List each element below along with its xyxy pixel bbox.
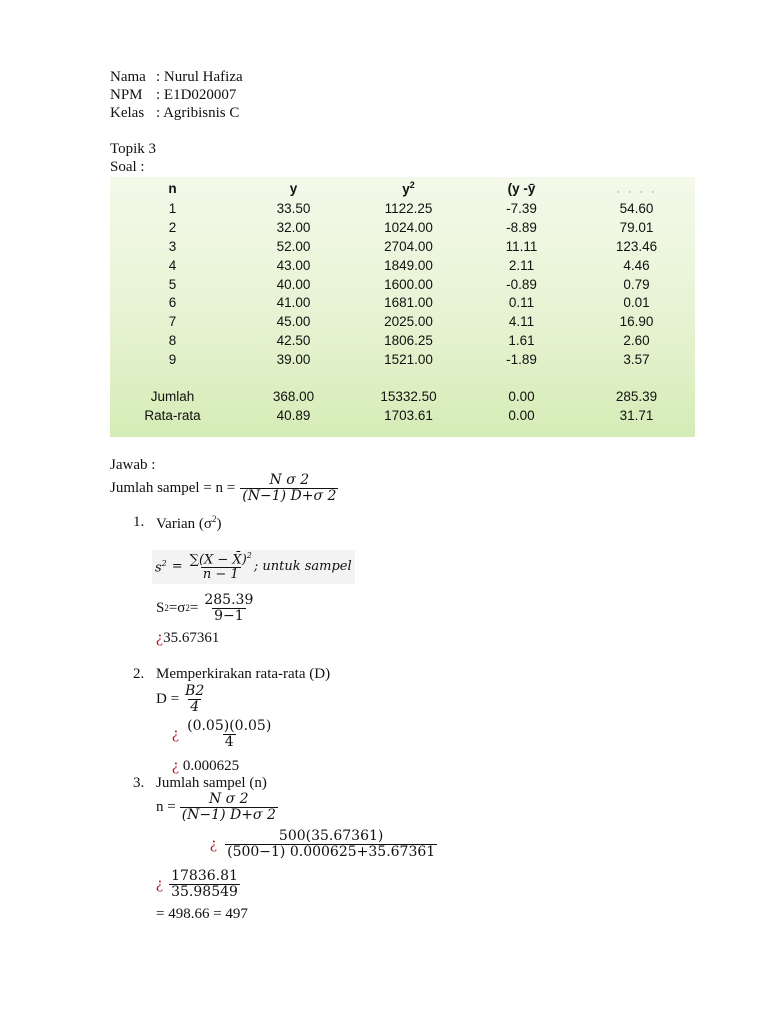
table-header-row — [110, 177, 695, 199]
d-lhs: D = — [156, 690, 180, 707]
cell-n: 9 — [168, 352, 177, 368]
data-table-panel — [110, 177, 695, 437]
cell-deviation: 1.61 — [508, 333, 535, 349]
cell-deviation: 0.00 — [508, 388, 535, 404]
cell-deviation: -1.89 — [506, 352, 537, 368]
variance-denominator: n − 1 — [202, 566, 239, 582]
cell-deviation-squared: 79.01 — [619, 219, 654, 235]
student-name-row — [110, 69, 243, 87]
cell-y2: 1122.25 — [384, 200, 433, 216]
cell-deviation: 0.11 — [508, 295, 535, 311]
variance-fraction: $\frac{\sum(X - X̄)^2}{n - 1}$ — [189, 551, 252, 582]
variance-note: ; untuk sampel — [253, 559, 352, 575]
cell-deviation-squared: 2.60 — [623, 333, 650, 349]
n-calc2-denominator: 35.98549 — [171, 883, 238, 900]
cell-y2: 1024.00 — [384, 219, 433, 235]
n-formula — [156, 792, 278, 822]
cell-deviation-squared: 4.46 — [623, 257, 650, 273]
n-calc-numerator: 500(35.67361) — [278, 828, 384, 844]
n-denominator: (N−1) D+σ 2 — [181, 806, 276, 823]
cell-n: 5 — [168, 276, 177, 292]
d-denominator: 4 — [190, 698, 200, 715]
cell-deviation-squared: 54.60 — [619, 200, 654, 216]
fraction-numerator: N σ 2 — [269, 472, 310, 488]
step3-number: 3. — [133, 775, 145, 791]
cell-deviation-squared: 16.90 — [619, 314, 654, 330]
cell-n: 8 — [168, 333, 177, 349]
n-lhs: n = — [156, 798, 176, 815]
npm-label: NPM — [110, 87, 143, 103]
table-average-row — [110, 406, 695, 425]
cell-deviation-squared: 31.71 — [619, 407, 654, 423]
variance-calc-denominator: 9−1 — [214, 607, 244, 624]
variance-calc-numerator: 285.39 — [204, 592, 254, 608]
table-row — [110, 218, 695, 237]
cell-deviation-squared: 0.01 — [623, 295, 650, 311]
variance-lhs: $s^2$ — [155, 558, 167, 575]
cell-y2: 1703.61 — [384, 407, 433, 423]
kelas-label: Kelas — [110, 105, 145, 121]
table-row — [110, 256, 695, 275]
step2-title: Memperkirakan rata-rata (D) — [156, 666, 331, 682]
n-calc-denominator: (500−1) 0.000625+35.67361 — [227, 843, 436, 860]
variance-calc: S 2 =σ 2 = $\frac{285.39}{9-1}$ — [156, 592, 254, 624]
cell-deviation: 4.11 — [508, 314, 535, 330]
cell-y: 368.00 — [272, 388, 315, 404]
kelas-value: : Agribisnis C — [156, 105, 240, 121]
step2-number: 2. — [133, 666, 145, 682]
header-y: y — [289, 180, 298, 196]
cell-deviation: 2.11 — [508, 257, 535, 273]
cell-y2: 15332.50 — [380, 388, 437, 404]
cell-y: 52.00 — [276, 238, 311, 254]
cell-y: 40.00 — [276, 276, 311, 292]
step3-title: Jumlah sampel (n) — [156, 775, 267, 791]
variance-result: ¿35.67361 — [156, 629, 220, 646]
name-value: : Nurul Hafiza — [156, 69, 243, 85]
d-calc: ¿ $\frac{(0.05)(0.05)}{4}$ — [172, 718, 272, 750]
table-row — [110, 331, 695, 350]
n-numerator: N σ 2 — [208, 791, 249, 807]
cell-deviation: -8.89 — [506, 219, 537, 235]
d-fraction — [183, 684, 206, 714]
step1-title: Varian $(\sigma^2)$ — [156, 514, 222, 532]
cell-deviation: 11.11 — [505, 238, 538, 254]
table-row — [110, 199, 695, 218]
cell-y2: 1681.00 — [384, 295, 433, 311]
table-row — [110, 237, 695, 256]
table-row — [110, 275, 695, 294]
cell-y: 39.00 — [276, 352, 311, 368]
cell-y2: 2025.00 — [384, 314, 433, 330]
header-deviation-squared: . . . . — [616, 180, 657, 196]
table-row — [110, 312, 695, 331]
cell-n: 4 — [168, 257, 177, 273]
fraction-denominator: (N−1) D+σ 2 — [242, 487, 337, 504]
d-numerator: B2 — [185, 683, 205, 699]
cell-y2: 2704.00 — [384, 238, 433, 254]
cell-y2: 1849.00 — [384, 257, 433, 273]
npm-value: : E1D020007 — [156, 87, 237, 103]
table-row — [110, 293, 695, 312]
cell-y: 42.50 — [276, 333, 311, 349]
d-calc-numerator: (0.05)(0.05) — [187, 718, 272, 734]
header-y2: $y^2$ — [402, 179, 415, 197]
n-calc2: ¿ $\frac{17836.81}{35.98549}$ — [156, 868, 238, 900]
n-calc2-fraction — [169, 869, 240, 899]
cell-n: Rata-rata — [144, 407, 201, 423]
n-fraction — [180, 792, 278, 822]
cell-n: 2 — [168, 219, 177, 235]
cell-n: 3 — [168, 238, 177, 254]
header-n: n — [168, 180, 177, 196]
variance-eq: = — [171, 559, 183, 575]
topic-heading: Topik 3 — [110, 141, 157, 157]
name-label: Nama — [110, 69, 146, 85]
cell-deviation: -7.39 — [506, 200, 537, 216]
cell-y: 45.00 — [276, 314, 311, 330]
cell-n: 1 — [168, 200, 177, 216]
cell-y: 32.00 — [276, 219, 311, 235]
table-spacer-row — [110, 369, 695, 387]
cell-deviation: 0.00 — [508, 407, 535, 423]
n-calc: ¿ $\frac{500(35.67361)}{(500-1) 0.000625+35.67361}$ — [210, 828, 436, 860]
variance-formula — [152, 550, 355, 584]
d-calc-fraction — [185, 719, 273, 749]
cell-deviation-squared: 285.39 — [615, 388, 658, 404]
header-deviation: (y -ȳ — [507, 180, 536, 196]
cell-n: 6 — [168, 295, 177, 311]
cell-deviation: -0.89 — [506, 276, 537, 292]
cell-n: Jumlah — [150, 388, 195, 404]
cell-y2: 1521.00 — [384, 352, 433, 368]
cell-y: 41.00 — [276, 295, 311, 311]
data-table — [110, 177, 695, 425]
sample-size-fraction — [240, 473, 338, 503]
cell-y2: 1806.25 — [384, 333, 433, 349]
n-calc2-numerator: 17836.81 — [171, 868, 238, 884]
cell-n: 7 — [168, 314, 177, 330]
student-kelas-row — [110, 105, 239, 123]
d-calc-denominator: 4 — [224, 733, 234, 750]
cell-y2: 1600.00 — [384, 276, 433, 292]
cell-deviation-squared: 0.79 — [623, 276, 650, 292]
table-total-row — [110, 387, 695, 406]
sample-size-formula — [110, 473, 338, 503]
sample-size-lead: Jumlah sampel = n = — [110, 479, 236, 496]
jawab-label: Jawab : — [110, 457, 156, 473]
cell-y: 33.50 — [276, 200, 311, 216]
table-row — [110, 350, 695, 369]
variance-numerator: ∑(X − X̄) — [189, 552, 247, 568]
d-formula — [156, 684, 206, 714]
student-npm-row — [110, 87, 236, 105]
cell-deviation-squared: 123.46 — [615, 238, 658, 254]
cell-y: 43.00 — [276, 257, 311, 273]
variance-calc-fraction — [202, 593, 255, 623]
n-result: = 498.66 = 497 — [156, 906, 248, 922]
n-calc-fraction — [225, 829, 437, 859]
d-result: ¿ 0.000625 — [172, 757, 240, 774]
step1-number: 1. — [133, 514, 145, 530]
cell-deviation-squared: 3.57 — [623, 352, 650, 368]
cell-y: 40.89 — [276, 407, 311, 423]
soal-label: Soal : — [110, 159, 145, 175]
